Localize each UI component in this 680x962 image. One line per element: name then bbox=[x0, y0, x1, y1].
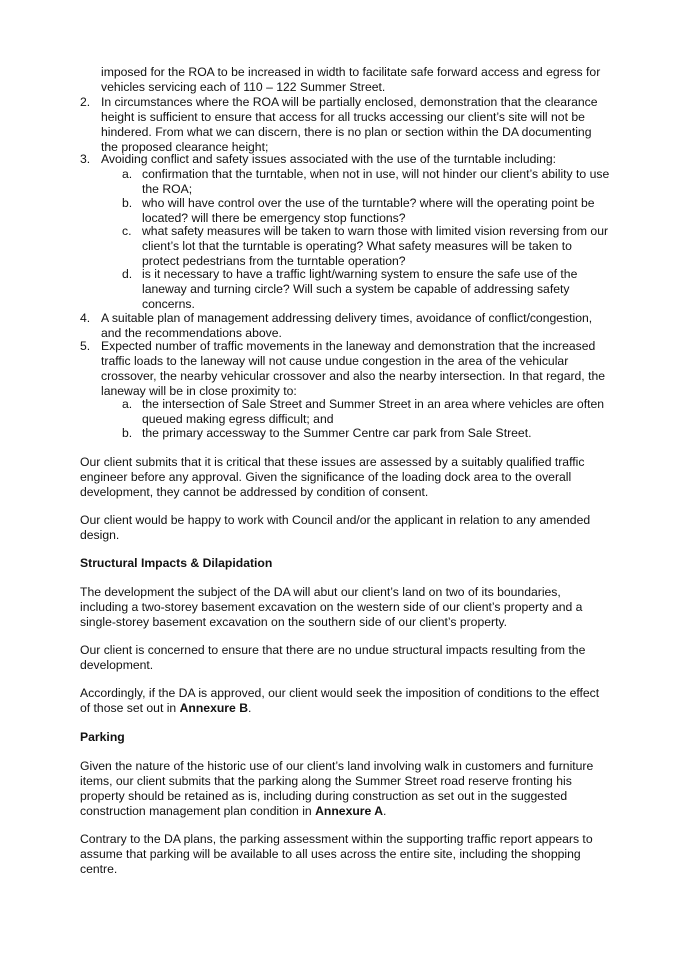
annexure-b-reference: Annexure B bbox=[179, 701, 249, 715]
sub-item-text: confirmation that the turntable, when not in use, will not hinder our client’s ability to use the ROA; bbox=[142, 167, 610, 196]
sub-item-label: d. bbox=[122, 267, 133, 281]
paragraph-assessment: Our client submits that it is critical that these issues are assessed by a suitably qualified traffic engineer before any approval. Given the significance of the loading dock area to the overall development, they cannot be addressed by condition of consent. bbox=[80, 455, 585, 499]
paragraph-parking-1 bbox=[80, 759, 610, 819]
list-item-number: 2. bbox=[80, 95, 91, 109]
sub-item-label: b. bbox=[122, 196, 133, 210]
paragraph-collaboration: Our client would be happy to work with Council and/or the applicant in relation to any amended design. bbox=[80, 513, 591, 542]
list-item-number: 4. bbox=[80, 311, 91, 325]
paragraph-structural-2: Our client is concerned to ensure that there are no undue structural impacts resulting from the development. bbox=[80, 643, 586, 672]
list-item-number: 5. bbox=[80, 339, 91, 353]
sub-item-text: who will have control over the use of the turntable? where will the operating point be located? will there be emergency stop functions? bbox=[142, 196, 595, 225]
paragraph-text: . bbox=[248, 701, 252, 715]
sub-item-label: b. bbox=[122, 426, 133, 440]
list-continuation-text: imposed for the ROA to be increased in width to facilitate safe forward access and egress for vehicles servicing each of 110 – 122 Summer Street. bbox=[101, 65, 601, 94]
paragraph-text: Accordingly, if the DA is approved, our client would seek the imposition of conditions to the effect of those set out in bbox=[80, 686, 600, 715]
list-item-text: Expected number of traffic movements in the laneway and demonstration that the increased traffic loads to the laneway will not cause undue congestion in the area of the vehicular crossover, the nearby vehicular crossover and also the nearby intersection. In that regard, the laneway will be in close proximity to: bbox=[101, 339, 606, 398]
sub-item-text: the primary accessway to the Summer Centre car park from Sale Street. bbox=[142, 426, 532, 440]
sub-item-label: a. bbox=[122, 397, 133, 411]
paragraph-parking-2: Contrary to the DA plans, the parking assessment within the supporting traffic report appears to assume that parking will be available to all uses across the entire site, including the shopping centre. bbox=[80, 832, 593, 876]
sub-item-label: a. bbox=[122, 167, 133, 181]
annexure-a-reference: Annexure A bbox=[315, 804, 384, 818]
paragraph-structural-1: The development the subject of the DA will abut our client’s land on two of its boundaries, including a two-storey basement excavation on the western side of our client’s property and a single-storey basement excavation on the southern side of our client’s property. bbox=[80, 585, 583, 629]
list-item-text: Avoiding conflict and safety issues associated with the use of the turntable including: bbox=[101, 152, 557, 166]
list-item-text: A suitable plan of management addressing delivery times, avoidance of conflict/congestion, and the recommendations above. bbox=[101, 311, 593, 340]
sub-item-label: c. bbox=[122, 224, 132, 238]
sub-item-text: is it necessary to have a traffic light/warning system to ensure the safe use of the laneway and turning circle? Will such a system be capable of addressing safety concerns. bbox=[142, 267, 578, 311]
paragraph-text: . bbox=[383, 804, 387, 818]
section-heading-parking: Parking bbox=[80, 730, 125, 744]
sub-item-text: what safety measures will be taken to warn those with limited vision reversing from our client’s lot that the turntable is operating? What safety measures will be taken to protect pedestrians from the turntable operation? bbox=[142, 224, 609, 268]
sub-item-text: the intersection of Sale Street and Summer Street in an area where vehicles are often queued making egress difficult; and bbox=[142, 397, 605, 426]
paragraph-structural-3 bbox=[80, 686, 610, 716]
paragraph-text: Given the nature of the historic use of our client’s land involving walk in customers and furniture items, our client submits that the parking along the Summer Street road reserve fronting his property should be retained as is, including during construction as set out in the suggested construction management plan condition in bbox=[80, 759, 594, 818]
list-item-number: 3. bbox=[80, 152, 91, 166]
section-heading-structural: Structural Impacts & Dilapidation bbox=[80, 556, 273, 570]
list-item-text: In circumstances where the ROA will be partially enclosed, demonstration that the clearance height is sufficient to ensure that access for all trucks accessing our client’s site will not be hindered. From what we can discern, there is no plan or section within the DA documenting the proposed clearance height; bbox=[101, 95, 598, 154]
